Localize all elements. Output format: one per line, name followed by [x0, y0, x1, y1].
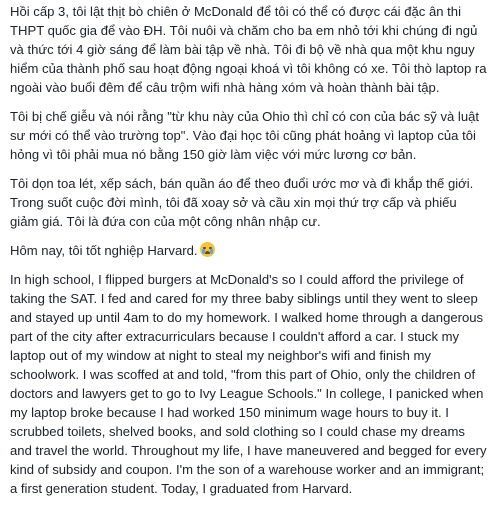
post-paragraph-4-text: Hôm nay, tôi tốt nghiệp Harvard.	[10, 243, 198, 258]
crying-face-icon	[200, 242, 215, 257]
post-paragraph-2: Tôi bị chế giễu và nói rằng "từ khu này của Ohio thì chỉ có con của bác sỹ và luật sư mới có thể vào trường top". Vào đại học tôi cũng phát hoảng vì laptop của tôi hỏng vì tôi phải mua nó bằng 150 giờ làm việc với mức lương cơ bản.	[10, 109, 480, 162]
post-paragraph-3: Tôi dọn toa lét, xếp sách, bán quần áo để theo đuổi ước mơ và đi khắp thế giới. Trong suốt cuộc đời mình, tôi đã xoay sở và cầu xin mọi thứ trợ cấp và phiếu giảm giá. Tôi là đứa con của một công nhân nhập cư.	[10, 176, 474, 229]
post-paragraph-4	[10, 241, 488, 260]
post-paragraph-5: In high school, I flipped burgers at McDonald's so I could afford the privilege of taking the SAT. I fed and cared for my three baby siblings until they went to sleep and stayed up until 4am to do my homework. I walked home through a dangerous part of the city after extracurriculars because I couldn't afford a car. I stuck my laptop out of my window at night to steal my neighbor's wifi and finish my schoolwork. I was scoffed at and told, "from this part of Ohio, only the children of doctors and lawyers get to go to Ivy League Schools." In college, I panicked when my laptop broke because I had worked 150 minimum wage hours to buy it. I scrubbed toilets, shelved books, and sold clothing so I could chase my dreams and travel the world. Throughout my life, I have maneuvered and begged for every kind of subsidy and coupon. I'm the son of a warehouse worker and an immigrant; a first generation student. Today, I graduated from Harvard.	[10, 272, 487, 496]
post-paragraph-1: Hồi cấp 3, tôi lật thịt bò chiên ở McDonald để tôi có thể có được cái đặc ân thi THPT quốc gia để vào ĐH. Tôi nuôi và chăm cho ba em nhỏ tới khi chúng đi ngủ và thức tới 4 giờ sáng để làm bài tập về nhà. Tôi đi bộ về nhà qua một khu nguy hiểm của thành phố sau hoạt động ngoại khoá vì tôi không có xe. Tôi thò laptop ra ngoài vào buổi đêm để câu trộm wifi nhà hàng xóm và hoàn thành bài tập.	[10, 4, 487, 95]
